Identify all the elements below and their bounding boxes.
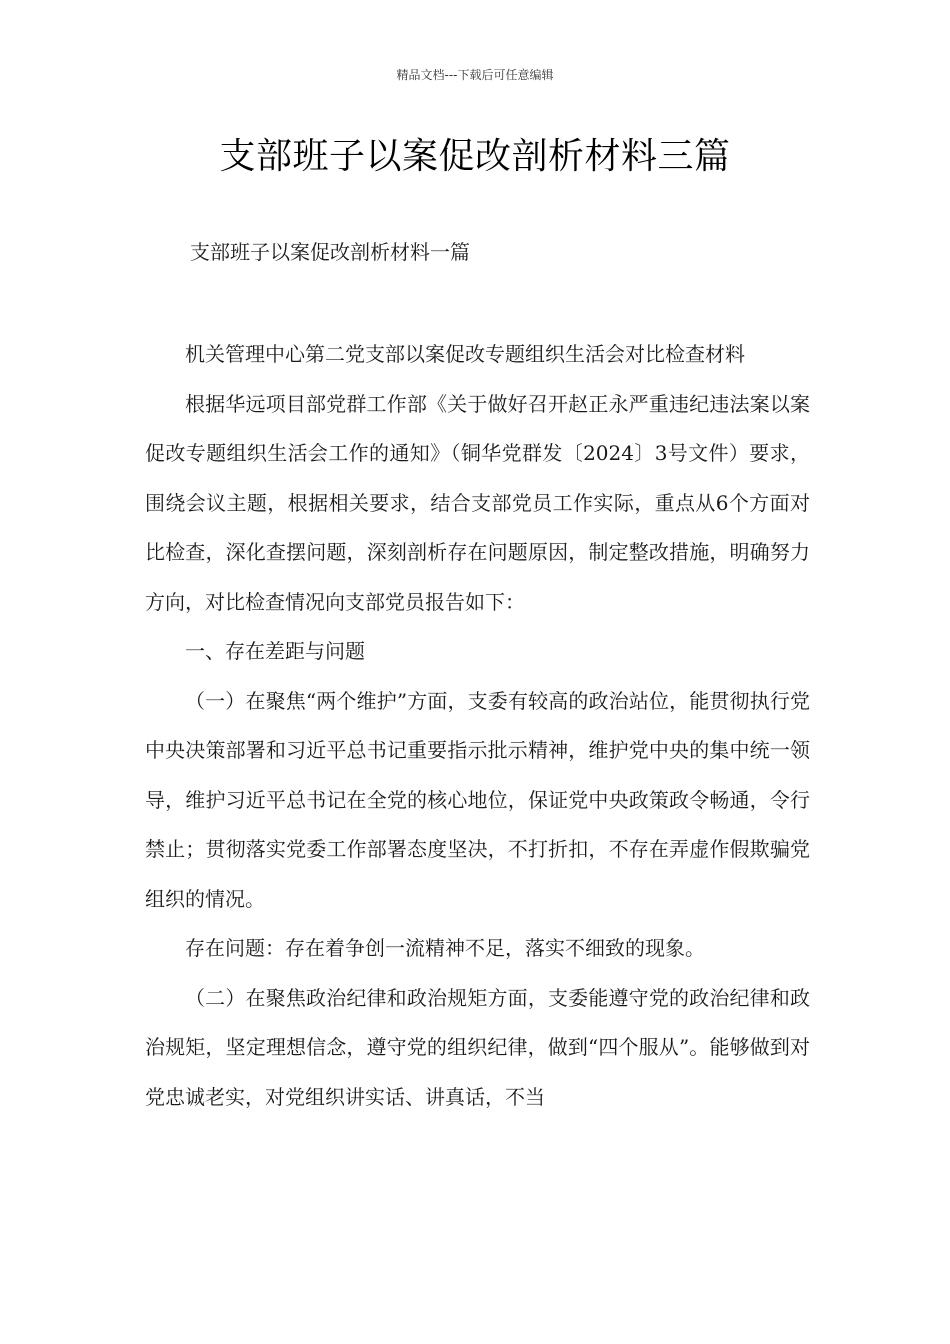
paragraph-intro: 根据华远项目部党群工作部《关于做好召开赵正永严重违纪违法案以案促改专题组织生活会工作的通知》（铜华党群发〔2024〕3号文件）要求，围绕会议主题，根据相关要求，结合支部党员工作实际，重点从6个方面对比检查，深化查摆问题，深刻剖析存在问题原因，制定整改措施，明确努力方向，对比检查情况向支部党员报告如下： <box>145 391 810 614</box>
paragraph-problem-1: 存在问题：存在着争创一流精神不足，落实不细致的现象。 <box>185 936 705 960</box>
paragraph-heading-title: 机关管理中心第二党支部以案促改专题组织生活会对比检查材料 <box>185 342 745 366</box>
section-subtitle: 支部班子以案促改剖析材料一篇 <box>190 240 470 264</box>
paragraph-item-2: （二）在聚焦政治纪律和政治规矩方面，支委能遵守党的政治纪律和政治规矩，坚定理想信念，遵守党的组织纪律，做到“四个服从”。能够做到对党忠诚老实，对党组织讲实话、讲真话，不当 <box>145 985 810 1109</box>
document-title: 支部班子以案促改剖析材料三篇 <box>219 136 731 177</box>
document-header-note: 精品文档---下载后可任意编辑 <box>396 68 554 82</box>
section-heading: 一、存在差距与问题 <box>185 639 365 663</box>
document-body <box>145 330 810 1122</box>
paragraph-item-1: （一）在聚焦“两个维护”方面，支委有较高的政治站位，能贯彻执行党中央决策部署和习近平总书记重要指示批示精神，维护党中央的集中统一领导，维护习近平总书记在全党的核心地位，保证党中央政策政令畅通，令行禁止；贯彻落实党委工作部署态度坚决，不打折扣，不存在弄虚作假欺骗党组织的情况。 <box>145 688 810 911</box>
